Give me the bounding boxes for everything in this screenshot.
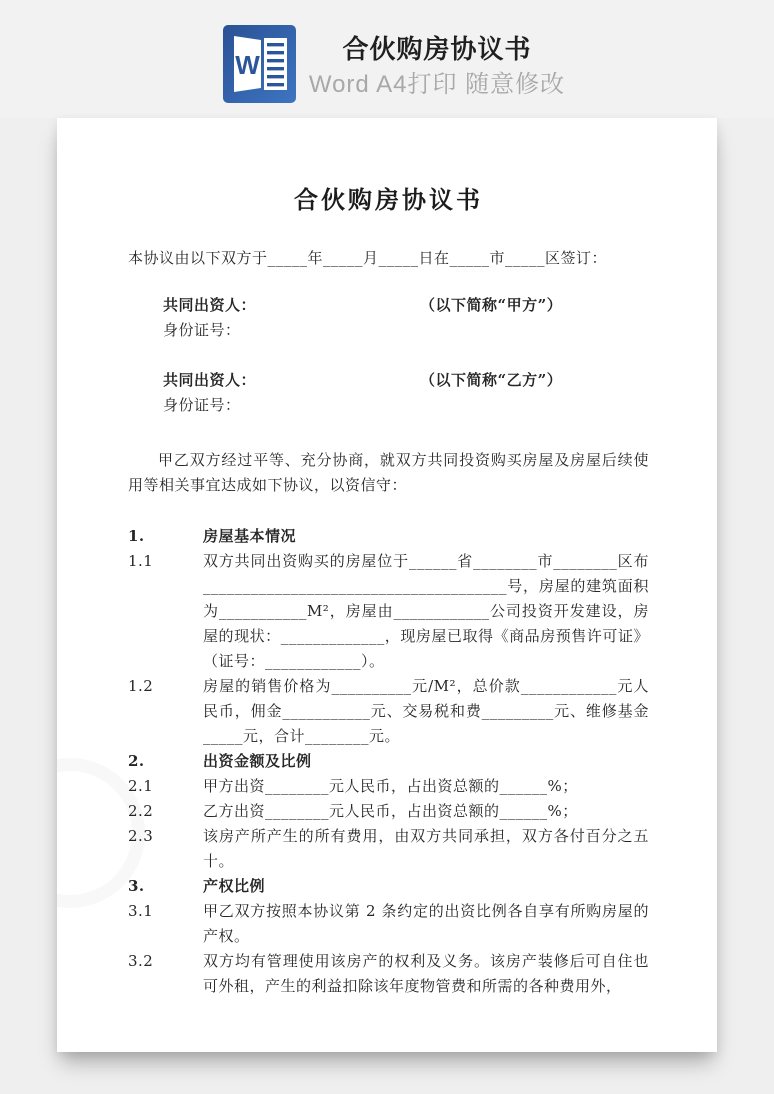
section-text: 双方均有管理使用该房产的权利及义务。该房产装修后可自住也可外租，产生的利益扣除该年度物管费和所需的各种费用外，	[203, 952, 649, 995]
party-a-alias: （以下简称“甲方”）	[420, 296, 563, 314]
site-header	[0, 0, 774, 118]
section-item-1-1	[128, 549, 649, 674]
document-page	[57, 118, 717, 1052]
party-b-label: 共同出资人：	[163, 371, 257, 389]
section-text: 房屋基本情况	[203, 527, 297, 545]
section-item-2-2	[128, 799, 649, 824]
section-text: 甲方出资________元人民币，占出资总额的______%；	[203, 777, 578, 795]
agreement-sections	[128, 524, 649, 999]
party-b-block	[163, 368, 649, 418]
agreement-document	[57, 183, 717, 999]
section-number: 1.2	[128, 677, 154, 695]
agreement-intro-line: 本协议由以下双方于_____年_____月_____日在_____市_____区签订：	[128, 249, 608, 267]
section-text: 房屋的销售价格为__________元/M²，总价款____________元人民币，佣金___________元、交易税和费_________元、维修基金_____元，合计________元。	[203, 677, 649, 745]
section-heading-3	[128, 874, 649, 899]
section-item-3-2	[128, 949, 649, 999]
template-title: 合伙购房协议书	[342, 34, 532, 64]
section-number: 2.	[128, 752, 145, 770]
party-a-id-label: 身份证号：	[163, 321, 241, 339]
section-heading-2	[128, 749, 649, 774]
section-text: 该房产所产生的所有费用，由双方共同承担，双方各付百分之五十。	[203, 827, 649, 870]
template-subtitle: Word A4打印 随意修改	[308, 71, 566, 98]
section-number: 2.1	[128, 777, 154, 795]
header-text-block	[277, 0, 597, 99]
section-number: 3.1	[128, 902, 154, 920]
section-number: 3.	[128, 877, 145, 895]
party-a-label: 共同出资人：	[163, 296, 257, 314]
agreement-preamble: 甲乙双方经过平等、充分协商，就双方共同投资购买房屋及房屋后续使用等相关事宜达成如下协议，以资信守：	[128, 451, 649, 494]
section-text: 甲乙双方按照本协议第 2 条约定的出资比例各自享有所购房屋的产权。	[203, 902, 649, 945]
section-item-2-1	[128, 774, 649, 799]
section-number: 1.1	[128, 552, 154, 570]
section-number: 3.2	[128, 952, 154, 970]
agreement-title: 合伙购房协议书	[294, 185, 483, 214]
section-item-2-3	[128, 824, 649, 874]
word-icon-letter: W	[235, 50, 260, 80]
party-b-line	[163, 368, 649, 393]
section-item-3-1	[128, 899, 649, 949]
section-text: 乙方出资________元人民币，占出资总额的______%；	[203, 802, 578, 820]
section-item-1-2	[128, 674, 649, 749]
party-a-line	[163, 293, 649, 318]
section-number: 2.2	[128, 802, 154, 820]
party-a-block	[163, 293, 649, 343]
section-heading-1	[128, 524, 649, 549]
section-text: 出资金额及比例	[203, 752, 312, 770]
section-number: 2.3	[128, 827, 154, 845]
section-number: 1.	[128, 527, 145, 545]
party-b-id-label: 身份证号：	[163, 396, 241, 414]
section-text: 双方共同出资购买的房屋位于______省________市________区布______________________________________号，房屋的建筑面积为___________M²，房屋由____________公司投资开发建设，房屋的现状：_____________，现房屋已取得《商品房预售许可证》（证号：____________）。	[203, 552, 649, 670]
section-text: 产权比例	[203, 877, 266, 895]
party-b-alias: （以下简称“乙方”）	[420, 371, 563, 389]
